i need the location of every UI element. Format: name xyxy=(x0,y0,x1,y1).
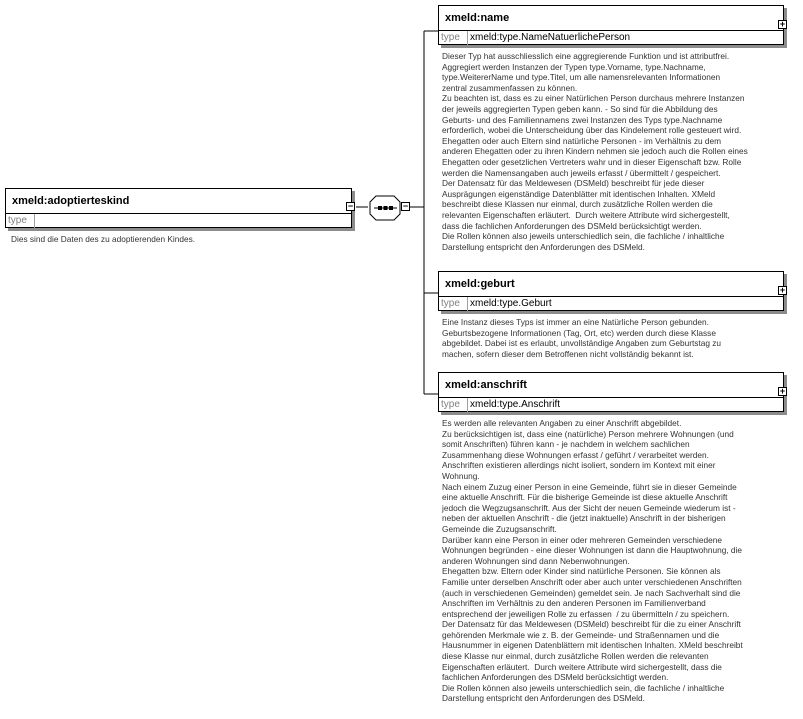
element-type-row xyxy=(439,297,783,311)
element-description-name: Dieser Typ hat ausschliesslich eine aggregierende Funktion und ist attributfrei. Aggregiert werden Instanzen der Typen type.Vorname, type.Nachname, type.WeitererName und type.Titel, um alle namensrelevanten Informationen zentral zusammenfassen zu können. Zu beachten ist, dass es zu einer Natürlichen Person durchaus mehrere Instanzen der jeweils aggregierten Typen geben kann. - So sind für die Abbildung des Geburts- und des Familiennamens zwei Instanzen des Typs type.Nachname erforderlich, wobei die Unterscheidung über das Kindelement rolle gesteuert wird. Ehegatten oder auch Eltern sind natürliche Personen - im Verhältnis zu dem anderen Ehegatten oder zu ihren Kindern nehmen sie jedoch auch die Rollen eines Ehegatten oder gesetzlichen Vertreters wahr und in dieser Eigenschaft bzw. Rolle werden die Namensangaben auch jeweils erfasst / übermittelt / gespeichert. Der Datensatz für das Meldewesen (DSMeld) beschreibt für jede dieser Ausprägungen eigenständige Datenblätter mit identischen Inhalten. XMeld beschreibt diese Klassen nur einmal, durch zusätzliche Rollen werden die relevanten Eigenschaften erläutert. Durch weitere Attribute wird sichergestellt, dass die fachlichen Anforderungen des DSMeld berücksichtigt werden. Die Rollen können also jeweils unterschiedlich sein, die fachliche / inhaltliche Darstellung entspricht den Anforderungen des DSMeld. xyxy=(442,51,748,252)
sequence-collapse-icon[interactable]: − xyxy=(402,201,409,211)
element-box-name[interactable] xyxy=(438,5,784,45)
root-element-name: xmeld:adoptierteskind xyxy=(6,189,351,214)
element-type-label: type xyxy=(439,398,468,412)
element-name: xmeld:name xyxy=(439,6,783,31)
element-description-anschrift: Es werden alle relevanten Angaben zu einer Anschrift abgebildet. Zu berücksichtigen ist, dass eine (natürliche) Person mehrere Wohnungen (und somit Anschriften) führen kann - je nachdem in welchem sachlichen Zusammenhang diese Wohnungen erfasst / geführt / verarbeitet werden. Anschriften existieren allerdings nicht isoliert, sondern im Kontext mit einer Wohnung. Nach einem Zuzug einer Person in eine Gemeinde, führt sie in dieser Gemeinde eine aktuelle Anschrift. Für die bisherige Gemeinde ist diese aktuelle Anschrift jedoch die Wegzugsanschrift. Aus der Sicht der neuen Gemeinde wiederum ist - neben der aktuellen Anschrift - die (jetzt inaktuelle) Anschrift in der bisherigen Gemeinde die Zuzugsanschrift. Darüber kann eine Person in einer oder mehreren Gemeinden verschiedene Wohnungen begründen - eine dieser Wohnungen ist dann die Hauptwohnung, die anderen Wohnungen sind dann Nebenwohnungen. Ehegatten bzw. Eltern oder Kinder sind natürliche Personen. Sie können als Familie unter derselben Anschrift oder aber auch unter verschiedenen Anschriften (auch in verschiedenen Gemeinden) gemeldet sein. Je nach Sachverhalt sind die Anschriften im Verhältnis zu den anderen Personen im Familienverband entsprechend der jeweiligen Rolle zu erfassen / zu übermitteln / zu speichern. Der Datensatz für das Meldewesen (DSMeld) beschreibt für die zu einer Anschrift gehörenden Merkmale wie z. B. der Gemeinde- und Straßennamen und die Hausnummer in eigenen Datenblättern mit identischen Inhalten. XMeld beschreibt diese Klasse nur einmal, durch zusätzliche Rollen werden die relevanten Eigenschaften erläutert. Durch weitere Attribute wird sichergestellt, dass die fachlichen Anforderungen des DSMeld berücksichtigt werden. Die Rollen können also jeweils unterschiedlich sein, die fachliche / inhaltliche Darstellung entspricht den Anforderungen des DSMeld. xyxy=(442,418,743,704)
expand-anschrift-icon[interactable]: + xyxy=(779,386,786,396)
sequence-icon xyxy=(370,196,400,220)
element-type-value: xmeld:type.Anschrift xyxy=(470,399,561,410)
root-type-value xyxy=(35,214,37,228)
element-name: xmeld:anschrift xyxy=(439,373,783,398)
element-box-geburt[interactable] xyxy=(438,271,784,311)
root-type-row xyxy=(6,214,351,228)
element-type-row xyxy=(439,398,783,412)
element-type-value: xmeld:type.NameNatuerlichePerson xyxy=(470,32,631,43)
root-type-label: type xyxy=(6,214,35,228)
element-type-value: xmeld:type.Geburt xyxy=(470,298,552,309)
element-type-label: type xyxy=(439,31,468,45)
element-box-anschrift[interactable] xyxy=(438,372,784,412)
root-description: Dies sind die Daten des zu adoptierenden Kindes. xyxy=(11,234,196,244)
element-description-geburt: Eine Instanz dieses Typs ist immer an eine Natürliche Person gebunden. Geburtsbezogene Informationen (Tag, Ort, etc) werden durch diese Klasse abgebildet. Dabei ist es erlaubt, unvollständige Angaben zum Geburtstag zu machen, sofern dieser dem Betroffenen nicht vollständig bekannt ist. xyxy=(442,317,722,359)
element-name: xmeld:geburt xyxy=(439,272,783,297)
element-type-row xyxy=(439,31,783,45)
root-collapse-icon[interactable]: − xyxy=(347,201,354,211)
element-type-label: type xyxy=(439,297,468,311)
expand-geburt-icon[interactable]: + xyxy=(779,285,786,295)
expand-name-icon[interactable]: + xyxy=(779,19,786,29)
root-element-box[interactable] xyxy=(5,188,352,228)
